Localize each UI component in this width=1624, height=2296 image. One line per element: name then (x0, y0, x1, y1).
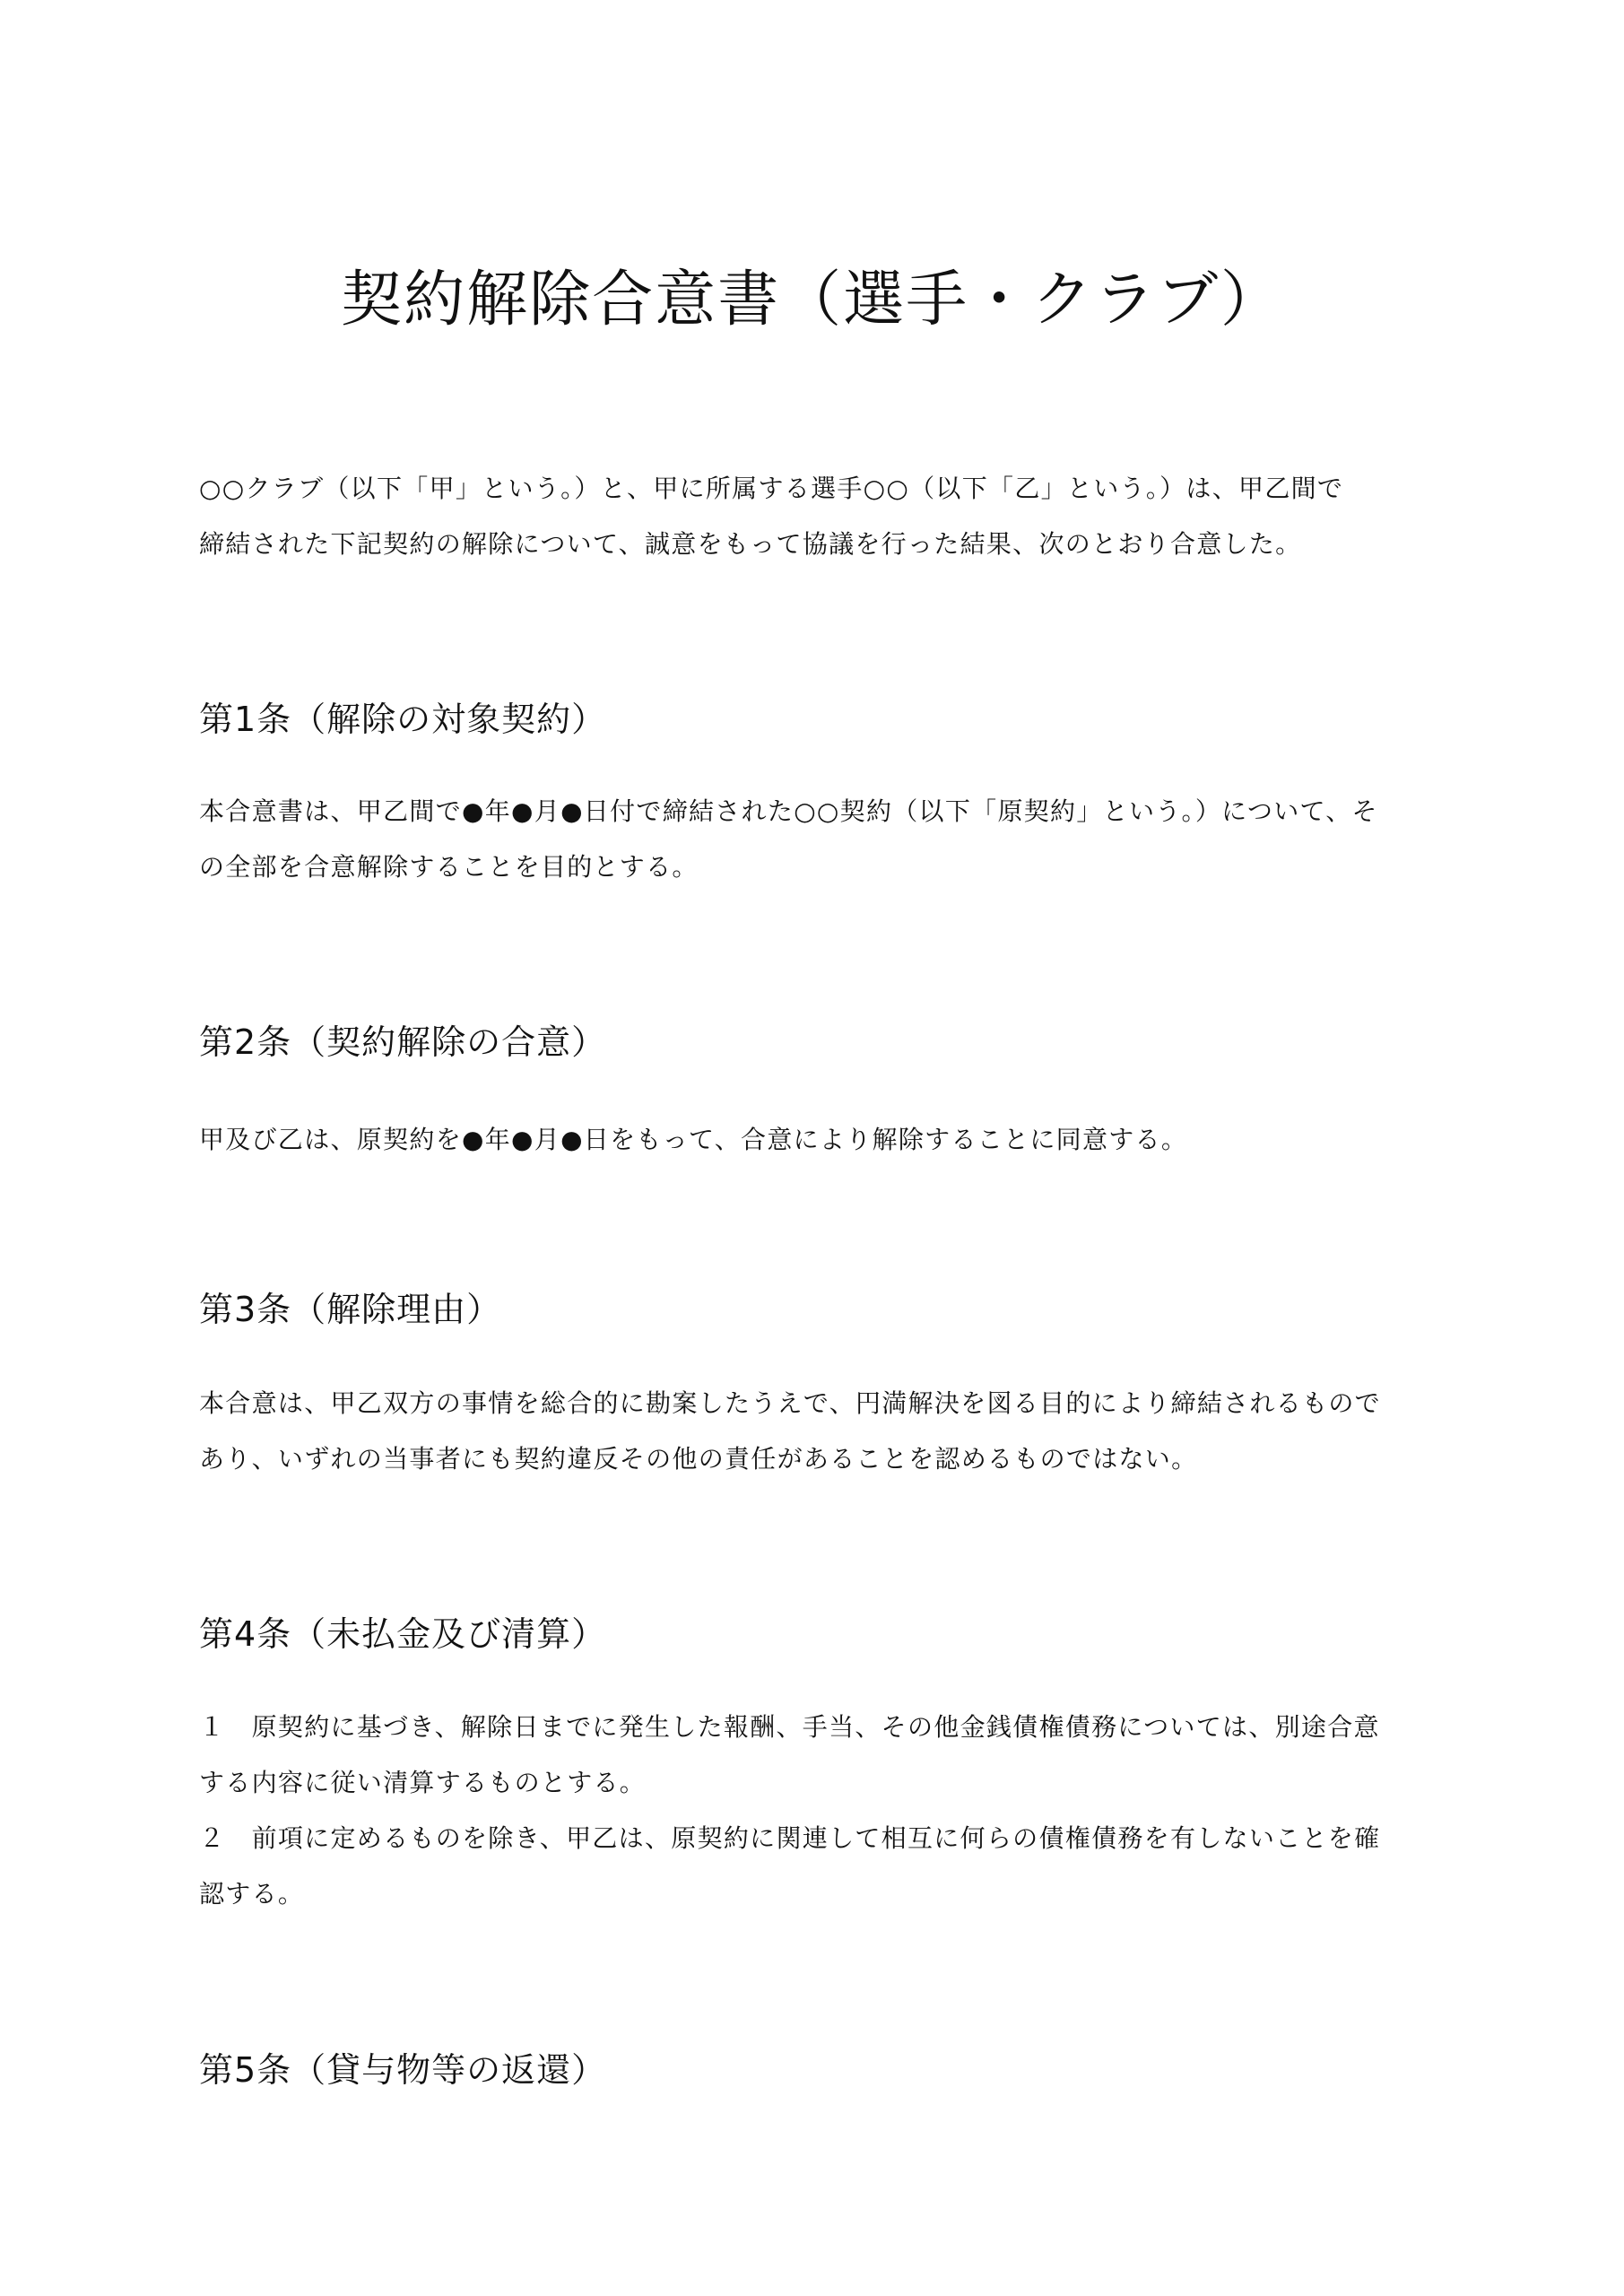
intro-line-1: ○○クラブ（以下「甲」という。）と、甲に所属する選手○○（以下「乙」という。）は、甲乙間で (199, 474, 1344, 503)
article-3-body (199, 1376, 1437, 1487)
document-title: 契約解除合意書（選手・クラブ） (341, 265, 1283, 335)
article-2-heading: 第2条（契約解除の合意） (199, 1022, 607, 1062)
article-3-line-1: 本合意は、甲乙双方の事情を総合的に勘案したうえで、円満解決を図る目的により締結されるもので (199, 1388, 1381, 1418)
article-2-body (199, 1112, 1437, 1168)
article-1-line-1: 本合意書は、甲乙間で●年●月●日付で締結された○○契約（以下「原契約」という。）について、そ (199, 796, 1378, 826)
intro-line-2: 締結された下記契約の解除について、誠意をもって協議を行った結果、次のとおり合意した。 (199, 529, 1302, 559)
article-2-line-1: 甲及び乙は、原契約を●年●月●日をもって、合意により解除することに同意する。 (199, 1125, 1188, 1154)
article-4-item-2-line-2: 認する。 (199, 1879, 305, 1909)
intro-paragraph (199, 461, 1437, 572)
article-3-line-2: あり、いずれの当事者にも契約違反その他の責任があることを認めるものではない。 (199, 1444, 1198, 1474)
article-4-item-1-line-1: １ 原契約に基づき、解除日までに発生した報酬、手当、その他金銭債権債務については、別途合意 (199, 1712, 1380, 1742)
article-4-body (199, 1700, 1437, 1922)
article-3-heading: 第3条（解除理由） (199, 1290, 502, 1329)
article-4-heading: 第4条（未払金及び清算） (199, 1614, 607, 1654)
article-1-body (199, 784, 1437, 895)
article-5-heading: 第5条（貸与物等の返還） (199, 2050, 607, 2090)
article-4-item-2-line-1: ２ 前項に定めるものを除き、甲乙は、原契約に関連して相互に何らの債権債務を有しないことを確 (199, 1823, 1381, 1853)
article-1-line-2: の全部を合意解除することを目的とする。 (199, 852, 699, 882)
article-1-heading: 第1条（解除の対象契約） (199, 700, 607, 739)
article-4-item-1-line-2: する内容に従い清算するものとする。 (199, 1768, 647, 1797)
